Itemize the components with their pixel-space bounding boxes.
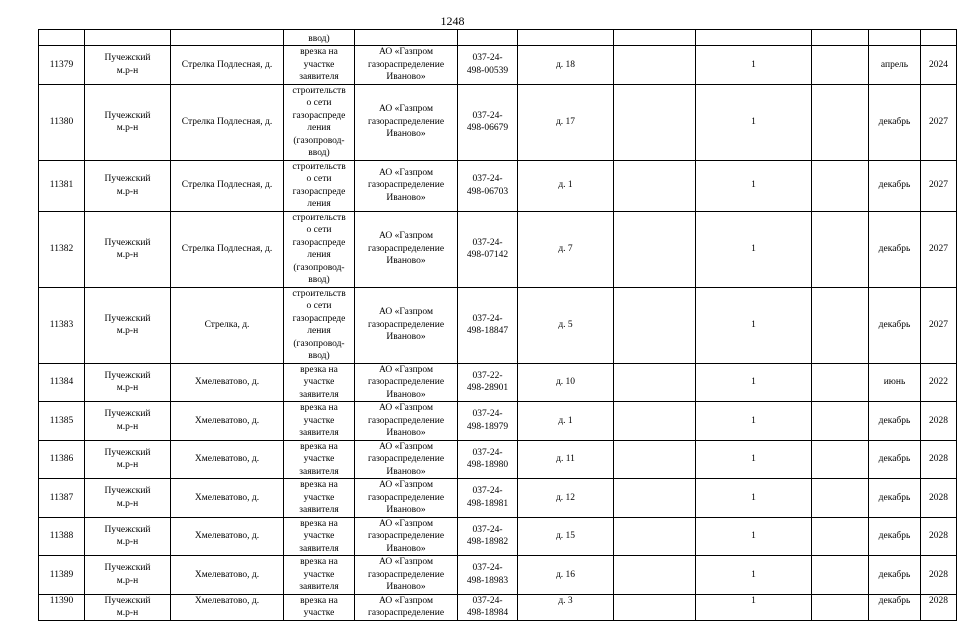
cell-work-type: строительств о сети газораспреде ления bbox=[284, 160, 355, 211]
cell-organization: АО «Газпром газораспределение bbox=[355, 594, 458, 620]
cell-work-type: врезка на участке заявителя bbox=[284, 402, 355, 441]
cell-empty bbox=[614, 517, 696, 556]
cell-month: декабрь bbox=[869, 287, 921, 363]
cell-house: д. 16 bbox=[518, 556, 614, 595]
cell-organization: АО «Газпром газораспределение Иваново» bbox=[355, 556, 458, 595]
cell-empty bbox=[812, 440, 869, 479]
cell-organization: АО «Газпром газораспределение Иваново» bbox=[355, 363, 458, 402]
cell-year: 2027 bbox=[921, 211, 957, 287]
cell-empty bbox=[812, 363, 869, 402]
cell-year: 2024 bbox=[921, 46, 957, 85]
cell-code: 037-24- 498-18847 bbox=[458, 287, 518, 363]
cell-house: д. 1 bbox=[518, 160, 614, 211]
cell-month: декабрь bbox=[869, 84, 921, 160]
cell-month: декабрь bbox=[869, 440, 921, 479]
cell-year: 2028 bbox=[921, 556, 957, 595]
cell-empty bbox=[614, 363, 696, 402]
table-row bbox=[39, 160, 957, 211]
cell-district: Пучежский м.р-н bbox=[85, 84, 171, 160]
cell-month: декабрь bbox=[869, 594, 921, 620]
cell-record-number: 11379 bbox=[39, 46, 85, 85]
table-row bbox=[39, 517, 957, 556]
table-row bbox=[39, 402, 957, 441]
cell-quantity: 1 bbox=[696, 479, 812, 518]
cell-code: 037-24- 498-07142 bbox=[458, 211, 518, 287]
cell-empty bbox=[614, 287, 696, 363]
cell-work-type: врезка на участке заявителя bbox=[284, 556, 355, 595]
cell-district: Пучежский м.р-н bbox=[85, 402, 171, 441]
cell-empty bbox=[812, 211, 869, 287]
cell-record-number: 11388 bbox=[39, 517, 85, 556]
cell-organization: АО «Газпром газораспределение Иваново» bbox=[355, 517, 458, 556]
cell-record-number: 11383 bbox=[39, 287, 85, 363]
cell-organization: АО «Газпром газораспределение Иваново» bbox=[355, 160, 458, 211]
cell-quantity: 1 bbox=[696, 46, 812, 85]
cell-quantity: 1 bbox=[696, 160, 812, 211]
cell-code: 037-24- 498-06679 bbox=[458, 84, 518, 160]
cell-month: декабрь bbox=[869, 402, 921, 441]
cell-district: Пучежский м.р-н bbox=[85, 594, 171, 620]
cell-quantity: 1 bbox=[696, 517, 812, 556]
cell-quantity: 1 bbox=[696, 84, 812, 160]
cell-locality: Хмелеватово, д. bbox=[171, 402, 284, 441]
cell-organization: АО «Газпром газораспределение Иваново» bbox=[355, 211, 458, 287]
cell-work-type: врезка на участке заявителя bbox=[284, 46, 355, 85]
cell-record-number: 11384 bbox=[39, 363, 85, 402]
cell-locality: Хмелеватово, д. bbox=[171, 556, 284, 595]
cell-quantity: 1 bbox=[696, 556, 812, 595]
cell-month: декабрь bbox=[869, 479, 921, 518]
cell-district: Пучежский м.р-н bbox=[85, 440, 171, 479]
cell-quantity: 1 bbox=[696, 440, 812, 479]
table-row bbox=[39, 479, 957, 518]
table-row bbox=[39, 211, 957, 287]
cell-code: 037-24- 498-18984 bbox=[458, 594, 518, 620]
cell-quantity: 1 bbox=[696, 402, 812, 441]
cell-empty bbox=[812, 479, 869, 518]
cell-work-type: строительств о сети газораспреде ления (газопровод- ввод) bbox=[284, 211, 355, 287]
cell-locality: Хмелеватово, д. bbox=[171, 594, 284, 620]
gas-connection-table bbox=[38, 29, 957, 621]
cell-district: Пучежский м.р-н bbox=[85, 556, 171, 595]
table-row bbox=[39, 363, 957, 402]
cell-empty bbox=[614, 46, 696, 85]
cell-work-type: врезка на участке заявителя bbox=[284, 363, 355, 402]
cell-record-number: 11382 bbox=[39, 211, 85, 287]
cell-organization: АО «Газпром газораспределение Иваново» bbox=[355, 440, 458, 479]
cell-empty bbox=[812, 594, 869, 620]
cell-record-number: 11389 bbox=[39, 556, 85, 595]
cell-month: апрель bbox=[869, 46, 921, 85]
cell-year: 2028 bbox=[921, 479, 957, 518]
cell-empty bbox=[614, 160, 696, 211]
cell-house: д. 5 bbox=[518, 287, 614, 363]
cell-house: д. 11 bbox=[518, 440, 614, 479]
cell-code: 037-24- 498-06703 bbox=[458, 160, 518, 211]
cell-district: Пучежский м.р-н bbox=[85, 479, 171, 518]
cell-code: 037-24- 498-18981 bbox=[458, 479, 518, 518]
cell-house: д. 10 bbox=[518, 363, 614, 402]
page-number: 1248 bbox=[440, 14, 465, 28]
cell-empty bbox=[614, 402, 696, 441]
cell-locality: Хмелеватово, д. bbox=[171, 363, 284, 402]
table-row bbox=[39, 84, 957, 160]
cell-code: 037-24- 498-18983 bbox=[458, 556, 518, 595]
table-row bbox=[39, 440, 957, 479]
cell-organization: АО «Газпром газораспределение Иваново» bbox=[355, 287, 458, 363]
cell-locality: Стрелка Подлесная, д. bbox=[171, 46, 284, 85]
cell-year: 2022 bbox=[921, 363, 957, 402]
cell-quantity: 1 bbox=[696, 287, 812, 363]
cell-organization: АО «Газпром газораспределение Иваново» bbox=[355, 84, 458, 160]
cell-work-type: врезка на участке заявителя bbox=[284, 479, 355, 518]
table-row bbox=[39, 287, 957, 363]
cell-work-type: строительств о сети газораспреде ления (газопровод- ввод) bbox=[284, 287, 355, 363]
cell-district: Пучежский м.р-н bbox=[85, 46, 171, 85]
cell-district: Пучежский м.р-н bbox=[85, 517, 171, 556]
cell-locality: Стрелка Подлесная, д. bbox=[171, 84, 284, 160]
cell-house: д. 1 bbox=[518, 402, 614, 441]
cell-work-type: ввод) bbox=[284, 30, 355, 46]
table-row bbox=[39, 556, 957, 595]
cell-empty bbox=[614, 479, 696, 518]
cell-record-number: 11386 bbox=[39, 440, 85, 479]
cell-house: д. 3 bbox=[518, 594, 614, 620]
cell-year: 2028 bbox=[921, 594, 957, 620]
cell-year: 2028 bbox=[921, 402, 957, 441]
cell-quantity: 1 bbox=[696, 363, 812, 402]
cell-month: декабрь bbox=[869, 517, 921, 556]
cell-empty bbox=[812, 517, 869, 556]
cell-empty bbox=[614, 84, 696, 160]
cell-empty bbox=[812, 287, 869, 363]
cell-record-number: 11381 bbox=[39, 160, 85, 211]
cell-empty bbox=[614, 594, 696, 620]
cell-district: Пучежский м.р-н bbox=[85, 211, 171, 287]
cell-house: д. 7 bbox=[518, 211, 614, 287]
cell-empty bbox=[812, 402, 869, 441]
cell-month: июнь bbox=[869, 363, 921, 402]
cell-organization: АО «Газпром газораспределение Иваново» bbox=[355, 46, 458, 85]
cell-month: декабрь bbox=[869, 211, 921, 287]
cell-organization: АО «Газпром газораспределение Иваново» bbox=[355, 402, 458, 441]
cell-empty bbox=[812, 556, 869, 595]
cell-quantity: 1 bbox=[696, 211, 812, 287]
cell-code: 037-22- 498-28901 bbox=[458, 363, 518, 402]
cell-organization: АО «Газпром газораспределение Иваново» bbox=[355, 479, 458, 518]
cell-locality: Стрелка, д. bbox=[171, 287, 284, 363]
cell-record-number: 11385 bbox=[39, 402, 85, 441]
cell-year: 2028 bbox=[921, 517, 957, 556]
cell-year: 2027 bbox=[921, 84, 957, 160]
cell-empty bbox=[812, 46, 869, 85]
cell-empty bbox=[812, 84, 869, 160]
cell-work-type: строительств о сети газораспреде ления (газопровод- ввод) bbox=[284, 84, 355, 160]
cell-year: 2027 bbox=[921, 287, 957, 363]
cell-quantity: 1 bbox=[696, 594, 812, 620]
cell-record-number: 11387 bbox=[39, 479, 85, 518]
cell-work-type: врезка на участке заявителя bbox=[284, 440, 355, 479]
table-row bbox=[39, 594, 957, 620]
cell-year: 2027 bbox=[921, 160, 957, 211]
cell-code: 037-24- 498-18980 bbox=[458, 440, 518, 479]
cell-month: декабрь bbox=[869, 556, 921, 595]
cell-locality: Стрелка Подлесная, д. bbox=[171, 160, 284, 211]
cell-month: декабрь bbox=[869, 160, 921, 211]
cell-house: д. 17 bbox=[518, 84, 614, 160]
cell-empty bbox=[614, 440, 696, 479]
cell-empty bbox=[614, 211, 696, 287]
cell-record-number: 11390 bbox=[39, 594, 85, 620]
cell-district: Пучежский м.р-н bbox=[85, 160, 171, 211]
cell-district: Пучежский м.р-н bbox=[85, 363, 171, 402]
cell-code: 037-24- 498-18979 bbox=[458, 402, 518, 441]
cell-code: 037-24- 498-18982 bbox=[458, 517, 518, 556]
cell-house: д. 12 bbox=[518, 479, 614, 518]
cell-district: Пучежский м.р-н bbox=[85, 287, 171, 363]
cell-work-type: врезка на участке заявителя bbox=[284, 517, 355, 556]
cell-house: д. 15 bbox=[518, 517, 614, 556]
cell-year: 2028 bbox=[921, 440, 957, 479]
cell-work-type: врезка на участке bbox=[284, 594, 355, 620]
cell-locality: Хмелеватово, д. bbox=[171, 479, 284, 518]
cell-empty bbox=[614, 556, 696, 595]
cell-code: 037-24- 498-00539 bbox=[458, 46, 518, 85]
cell-locality: Хмелеватово, д. bbox=[171, 517, 284, 556]
cell-house: д. 18 bbox=[518, 46, 614, 85]
cell-record-number: 11380 bbox=[39, 84, 85, 160]
cell-empty bbox=[812, 160, 869, 211]
table-row bbox=[39, 46, 957, 85]
cell-locality: Стрелка Подлесная, д. bbox=[171, 211, 284, 287]
table-row-continuation bbox=[39, 30, 957, 46]
cell-locality: Хмелеватово, д. bbox=[171, 440, 284, 479]
